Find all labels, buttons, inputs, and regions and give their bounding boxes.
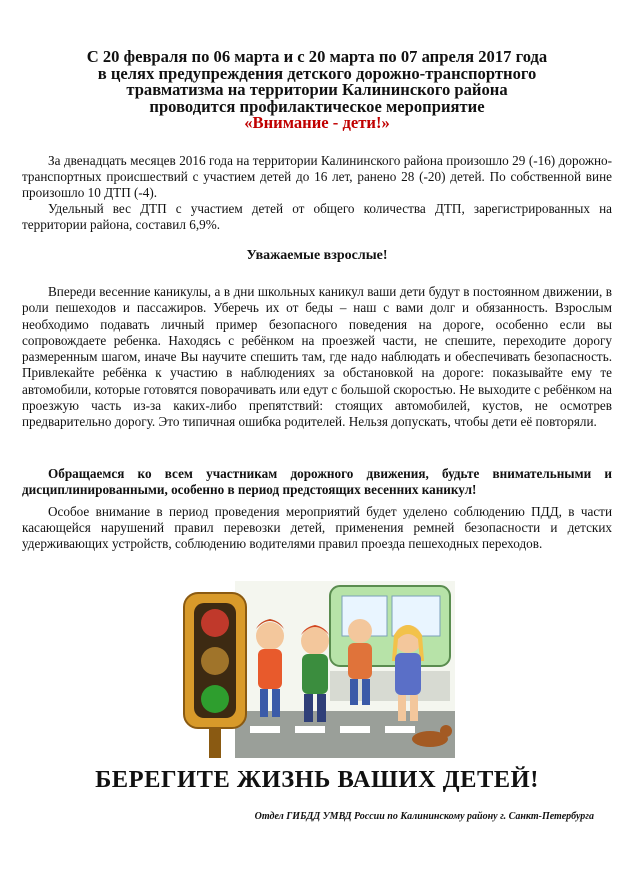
- header-line-2: в целях предупреждения детского дорожно-транспортного: [97, 63, 537, 83]
- header-line-1: С 20 февраля по 06 марта и с 20 марта по 07 апреля 2017 года: [86, 47, 548, 66]
- enforcement-paragraph: Особое внимание в период проведения мероприятий будет уделено соблюдению ПДД, в части касающейся нарушений правил перевозки детей, применения ремней безопасности и детских удерживающих устройств, соблюдению водителями правил проезда пешеходных переходов.: [22, 504, 612, 551]
- signature: Отдел ГИБДД УМВД России по Калининскому району г. Санкт-Петербурга: [254, 811, 594, 822]
- adults-appeal-paragraph: Впереди весенние каникулы, а в дни школьных каникул ваши дети будут в постоянном движении, в роли пешеходов и пассажиров. Уберечь их от беды – наш с вами долг и обязанность. Взрослым необходимо подавать личный пример безопасного поведения на дороге, особенно если вы сопровождаете ребенка. Находясь с ребёнком на проезжей части, не спешите, переходите дорогу размеренным шагом, иначе Вы научите спешить там, где надо наблюдать и обеспечивать безопасность. Привлекайте ребёнка к участию в наблюдениях за обстановкой на дороге: показывайте ему те автомобили, которые готовятся поворачивать или едут с большой скоростью. Не выходите с ребёнком на проезжую часть из-за каких-либо препятствий: стоящих автомобилей, кустов, не осмотрев предварительно дорогу. Это типичная ошибка родителей. Нельзя допускать, чтобы дети её повторяли.: [22, 284, 612, 430]
- adults-heading: Уважаемые взрослые!: [246, 248, 388, 263]
- campaign-name: «Внимание - дети!»: [244, 113, 390, 133]
- share-paragraph: Удельный вес ДТП с участием детей от общего количества ДТП, зарегистрированных на территории района, составил 6,9%.: [22, 201, 612, 232]
- header-line-3: травматизма на территории Калининского района: [126, 80, 508, 100]
- header-title: [40, 49, 594, 132]
- statistics-paragraph: За двенадцать месяцев 2016 года на территории Калининского района произошло 29 (-16) дорожно-транспортных происшествий с участием детей до 16 лет, ранено 28 (-20) детей. По собственной вине произошло 10 ДТП (-4).: [22, 153, 612, 200]
- road-users-appeal: Обращаемся ко всем участникам дорожного движения, будьте внимательными и дисциплинированными, особенно в период предстоящих весенних каникул!: [22, 466, 612, 497]
- header-line-4: проводится профилактическое мероприятие: [149, 96, 485, 116]
- children-crossing-illustration: [180, 581, 455, 758]
- slogan: БЕРЕГИТЕ ЖИЗНЬ ВАШИХ ДЕТЕЙ!: [95, 766, 539, 793]
